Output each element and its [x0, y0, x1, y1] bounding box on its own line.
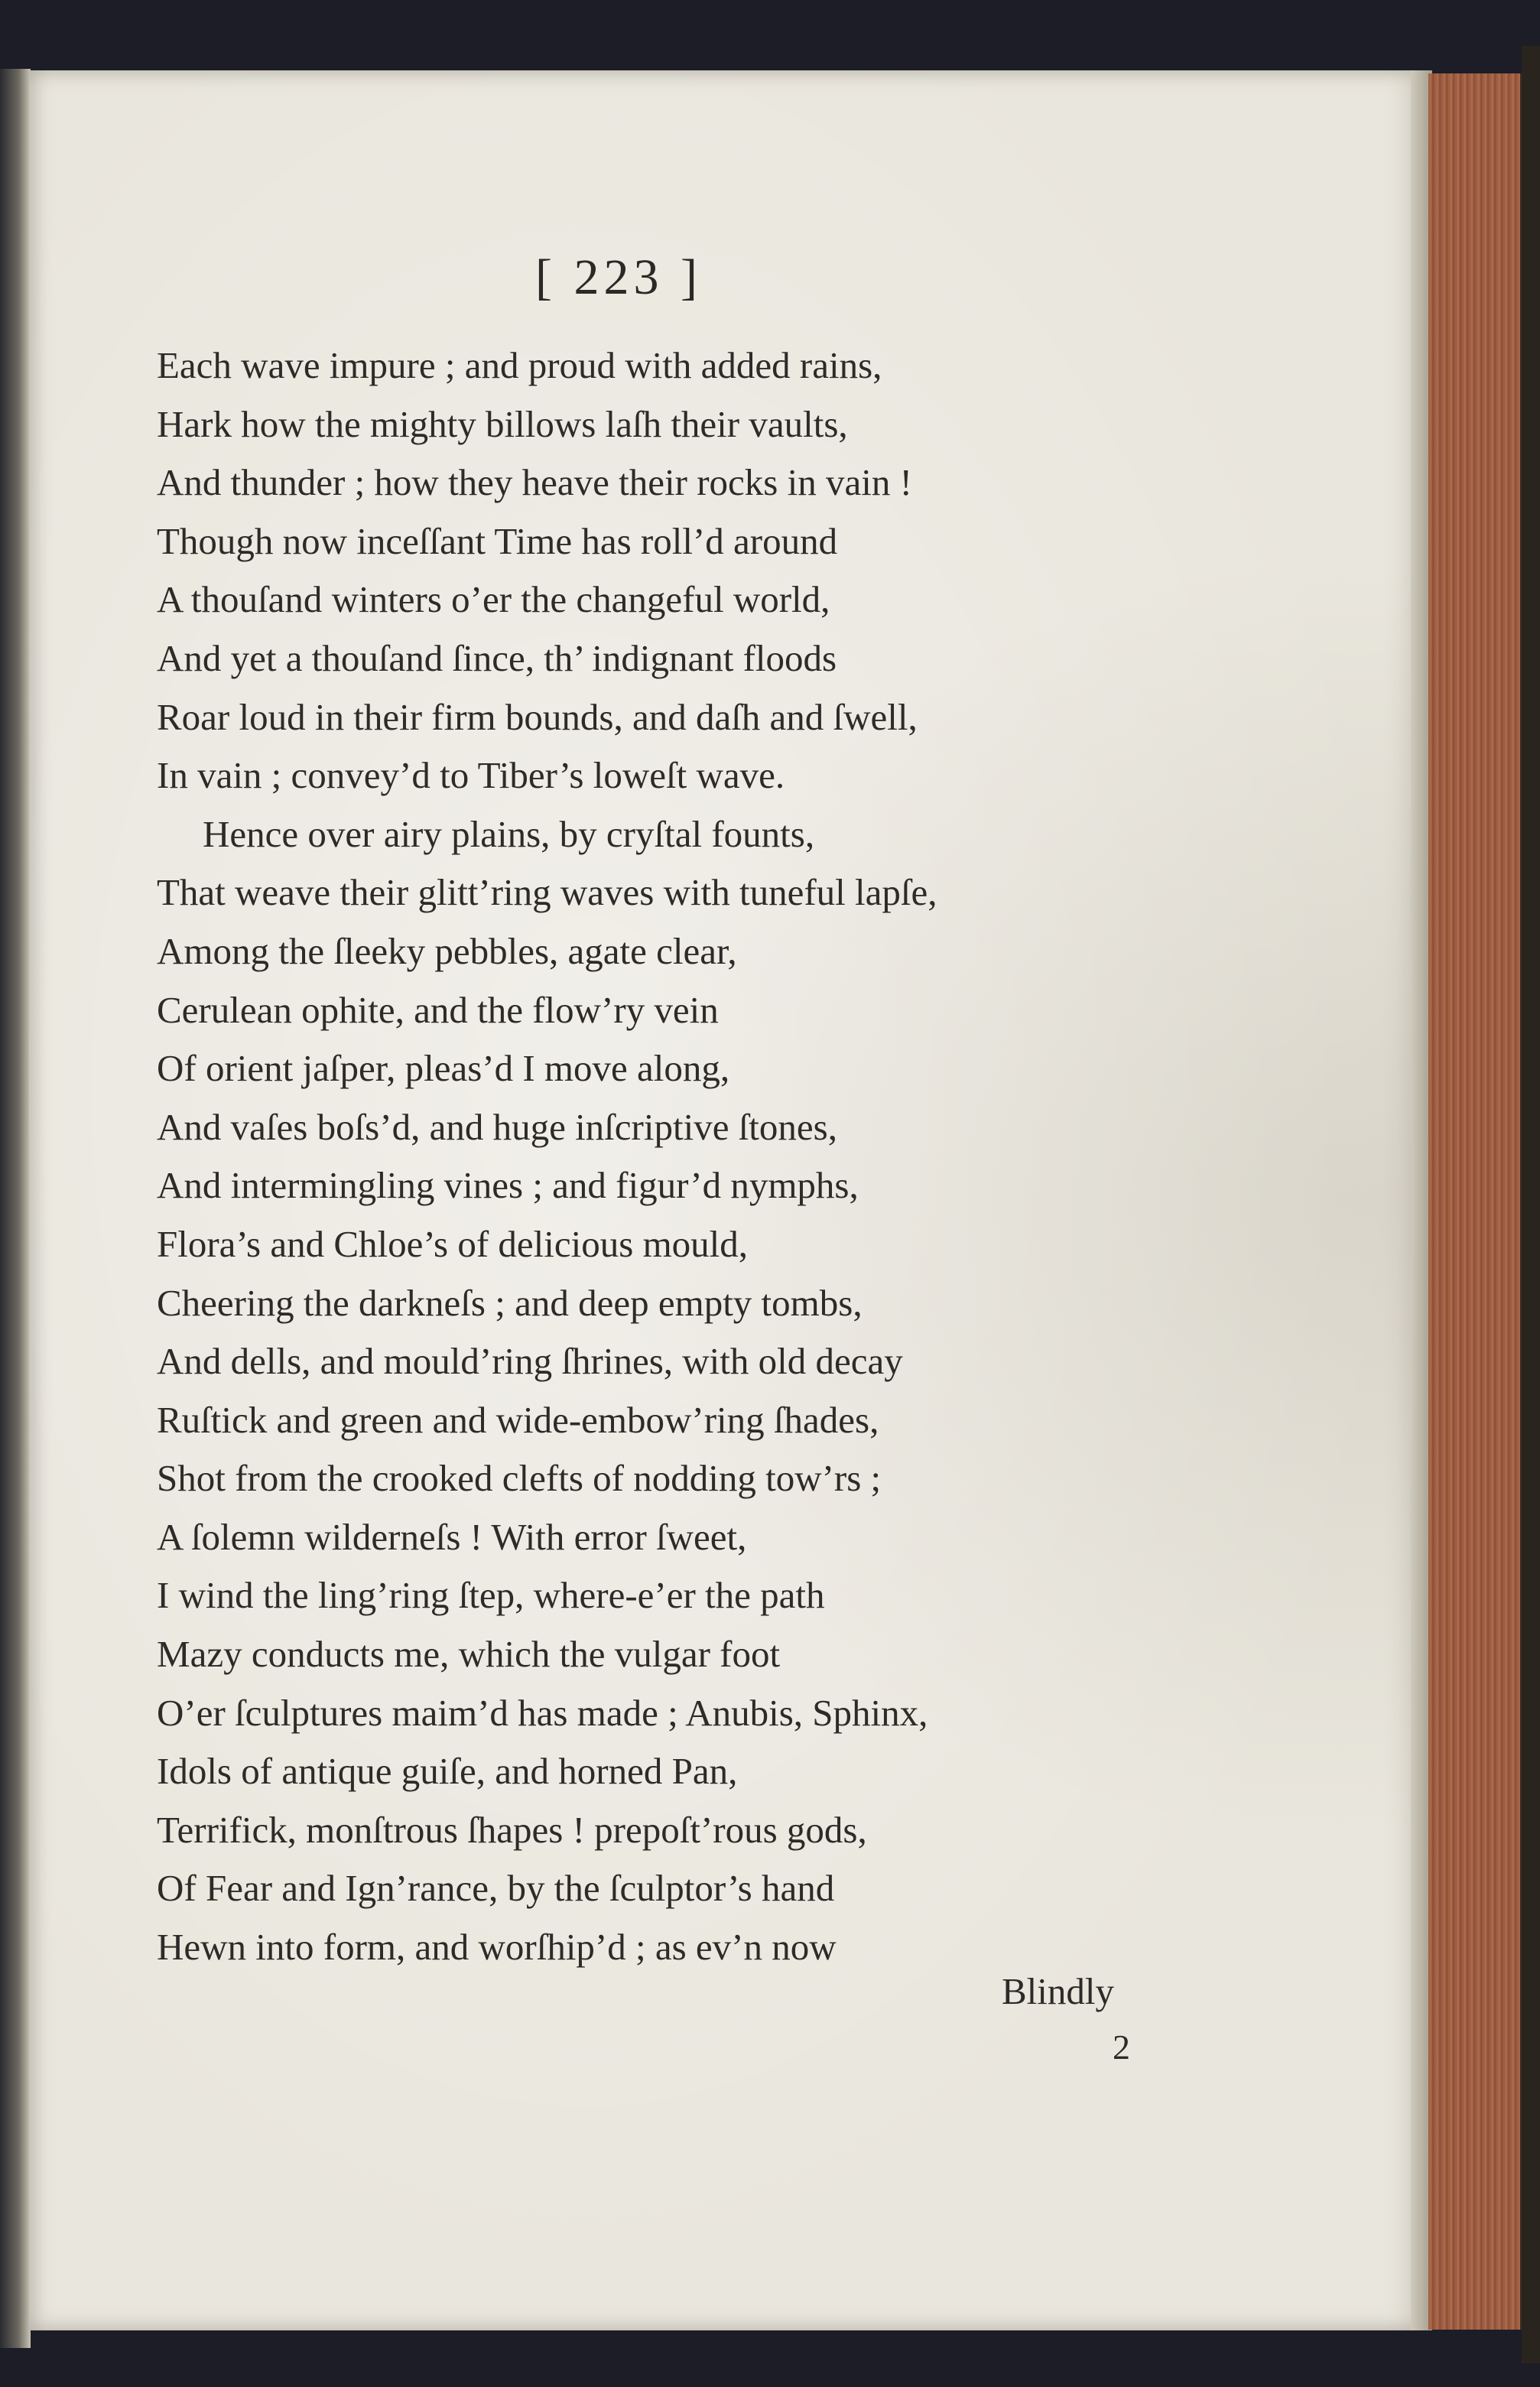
poem-line: A ſolemn wilderneſs ! With error ſweet,	[157, 1515, 747, 1558]
poem-line: A thouſand winters o’er the changeful world,	[157, 578, 830, 621]
page-number-header: [ 223 ]	[535, 249, 702, 305]
poem-line: Hark how the mighty billows laſh their vaults,	[157, 402, 848, 445]
book-cover-edge	[1522, 46, 1540, 2363]
poem-line: Of orient jaſper, pleas’d I move along,	[157, 1047, 730, 1090]
poem-line: And dells, and mould’ring ſhrines, with old decay	[157, 1340, 903, 1383]
poem-line: Though now inceſſant Time has roll’d around	[157, 519, 838, 562]
poem-line: Of Fear and Ign’rance, by the ſculptor’s hand	[157, 1867, 835, 1910]
poem-line: And vaſes boſs’d, and huge inſcriptive ſtones,	[157, 1105, 837, 1148]
poem-line: Mazy conducts me, which the vulgar foot	[157, 1633, 781, 1676]
poem-line: Cheering the darkneſs ; and deep empty tombs,	[157, 1281, 863, 1324]
poem-text	[157, 337, 1151, 1977]
poem-line: Each wave impure ; and proud with added rains,	[157, 344, 882, 386]
poem-line: I wind the ling’ring ſtep, where-e’er the path	[157, 1574, 825, 1617]
poem-line: And yet a thouſand ſince, th’ indignant floods	[157, 636, 837, 679]
poem-line: Hence over airy plains, by cryſtal founts,	[203, 812, 815, 855]
poem-line: In vain ; convey’d to Tiber’s loweſt wave.	[157, 754, 785, 797]
poem-line: That weave their glitt’ring waves with tuneful lapſe,	[157, 871, 937, 914]
poem-line: Idols of antique guiſe, and horned Pan,	[157, 1750, 738, 1793]
catchword: Blindly	[1002, 1970, 1115, 2012]
poem-line: And thunder ; how they heave their rocks in vain !	[157, 461, 912, 504]
page-block-edges	[1428, 73, 1528, 2330]
poem-line: Ruſtick and green and wide-embow’ring ſhades,	[157, 1398, 879, 1441]
left-page-edge	[0, 69, 31, 2348]
poem-line: Cerulean ophite, and the flow’ry vein	[157, 988, 719, 1031]
poem-line: Terrifick, monſtrous ſhapes ! prepoſt’rous gods,	[157, 1808, 867, 1851]
poem-line: Hewn into form, and worſhip’d ; as ev’n now	[157, 1926, 837, 1969]
poem-line: Roar loud in their firm bounds, and daſh and ſwell,	[157, 695, 918, 738]
signature-mark: 2	[1113, 2028, 1130, 2067]
poem-line: O’er ſculptures maim’d has made ; Anubis, Sphinx,	[157, 1691, 928, 1734]
poem-line: Among the ſleeky pebbles, agate clear,	[157, 929, 737, 972]
poem-line: Flora’s and Chloe’s of delicious mould,	[157, 1222, 749, 1265]
poem-line: And intermingling vines ; and figur’d nymphs,	[157, 1164, 859, 1207]
poem-line: Shot from the crooked clefts of nodding tow’rs ;	[157, 1457, 882, 1500]
